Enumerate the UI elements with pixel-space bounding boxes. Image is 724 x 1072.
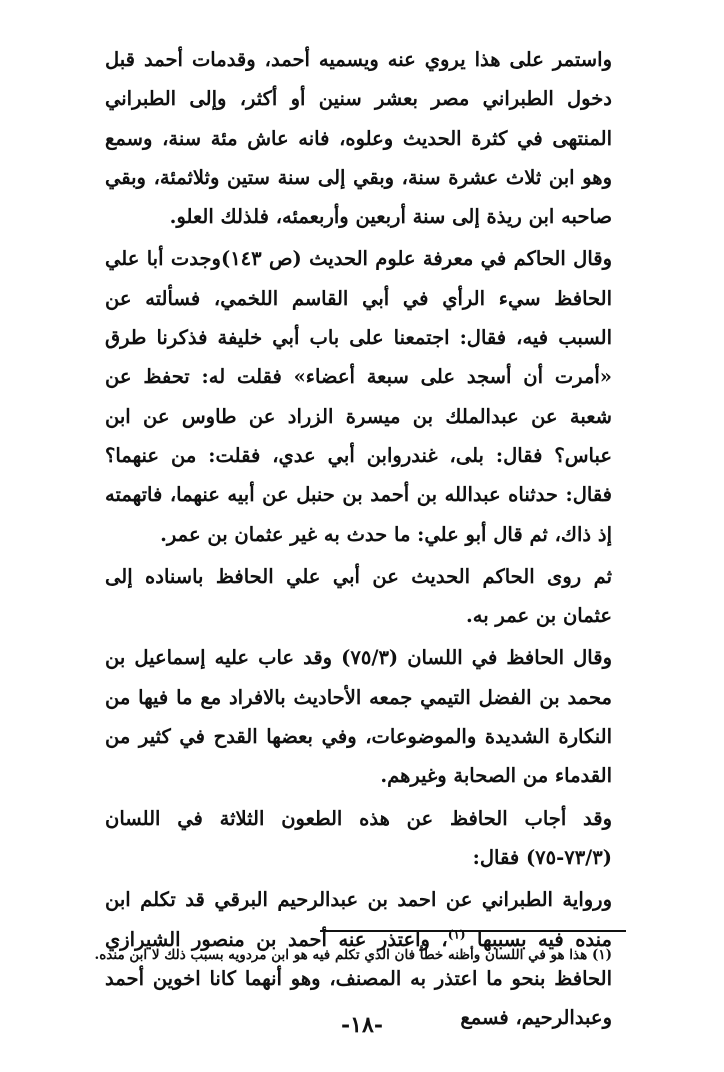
footnote: (١) هذا هو في اللسان وأظنه خطأ فان الذي تكلم فيه هو ابن مردويه بسبب ذلك لا ابن منده. (94, 947, 612, 963)
paragraph-5: وقد أجاب الحافظ عن هذه الطعون الثلاثة في اللسان (٧٣/٣-٧٥) فقال: (105, 806, 612, 869)
paragraph-4: وقال الحافظ في اللسان (٧٥/٣) وقد عاب عليه إسماعيل بن محمد بن الفضل التيمي جمعه الأحاديث بالافراد مع ما فيها من النكارة الشديدة والموضوعات، وفي بعضها القدح في كثير من القدماء من الصحابة وغيرهم. (105, 646, 612, 788)
paragraph-1: واستمر على هذا يروي عنه ويسميه أحمد، وقدمات أحمد قبل دخول الطبراني مصر بعشر سنين أو أكثر، وإلى الطبراني المنتهى في كثرة الحديث وعلوه، فانه عاش مئة سنة، وسمع وهو ابن ثلاث عشرة سنة، وبقي إلى سنة ستين وثلاثمئة، وبقي صاحبه ابن ريذة إلى سنة أربعين وأربعمئه، فلذلك العلو. (105, 48, 612, 229)
page-number: -١٨- (341, 1012, 383, 1038)
paragraph-2: وقال الحاكم في معرفة علوم الحديث (ص ١٤٣)وجدت أبا علي الحافظ سيء الرأي في أبي القاسم اللخمي، فسألته عن السبب فيه، فقال: اجتمعنا على باب أبي خليفة فذكرنا طرق «أمرت أن أسجد على سبعة أعضاء» فقلت له: تحفظ عن شعبة عن عبدالملك بن ميسرة الزراد عن طاوس عن ابن عباس؟ فقال: بلى، غندروابن أبي عدي، فقلت: من عنهما؟ فقال: حدثناه عبدالله بن أحمد بن حنبل عن أبيه عنهما، فاتهمته إذ ذاك، ثم قال أبو علي: ما حدث به غير عثمان بن عمر. (105, 247, 613, 546)
main-text (105, 40, 612, 1037)
paragraph-3: ثم روى الحاكم الحديث عن أبي علي الحافظ باسناده إلى عثمان بن عمر به. (105, 564, 612, 628)
paragraph-6-end: ، واعتذر عنه أحمد بن منصور الشيرازي الحافظ بنحو ما اعتذر به المصنف، وهو أنهما كانا اخوين أحمد وعبدالرحيم، فسمع (105, 927, 612, 1030)
footnote-marker: (١) (447, 927, 466, 942)
paragraph-6-start: ورواية الطبراني عن احمد بن عبدالرحيم البرقي قد تكلم ابن منده فيه بسببها (105, 888, 612, 951)
footnote-divider (320, 930, 626, 932)
